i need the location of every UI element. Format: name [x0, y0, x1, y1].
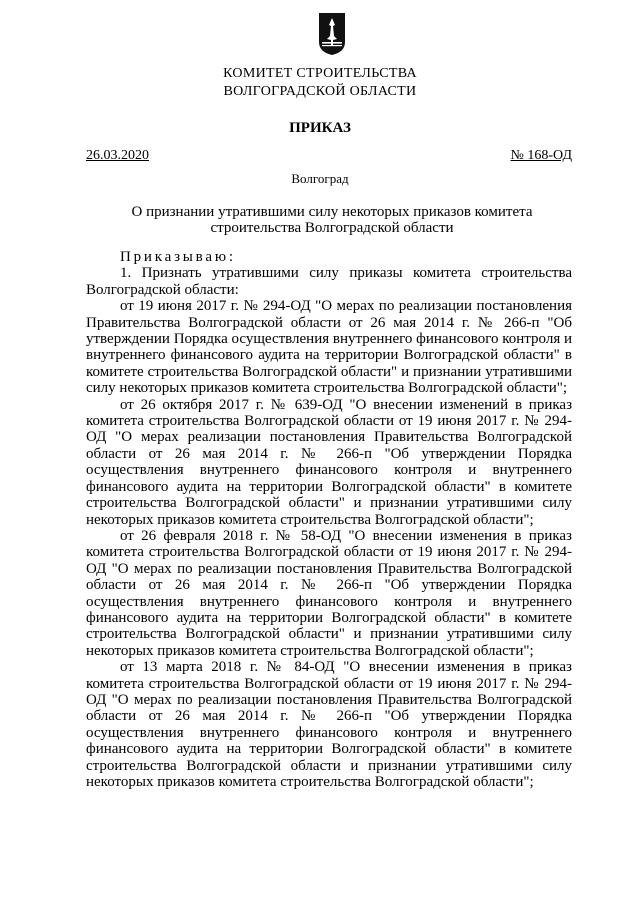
- body-paragraph-2: от 19 июня 2017 г. № 294-ОД "О мерах по реализации постановления Правительства Волгоградской области от 26 мая 2014 г. № 266-п "Об утверждении Порядка осуществления внутреннего финансового контроля и внутреннего финансового аудита на территории Волгоградской области" в комитете строительства Волгоградской области" и признании утратившими силу некоторых приказов комитета строительства Волгоградской области";: [86, 298, 573, 397]
- body-paragraph-3: от 26 октября 2017 г. № 639-ОД "О внесении изменений в приказ комитета строительства Волгоградской области от 19 июня 2017 г. № 294-ОД "О мерах реализации постановления Правительства Волгоградской области от 26 мая 2014 г. № 266-п "Об утверждении Порядка осуществления внутреннего финансового контроля и внутреннего финансового аудита на территории Волгоградской области" в комитете строительства Волгоградской области" и признании утратившими силу некоторых приказов комитета строительства Волгоградской области";: [86, 396, 572, 528]
- body-paragraph-5: от 13 марта 2018 г. № 84-ОД "О внесении изменения в приказ комитета строительства Волгоградской области от 19 июня 2017 г. № 294-ОД "О мерах по реализации постановления Правительства Волгоградской области от 26 мая 2014 г. № 266-п "Об утверждении Порядка осуществления внутреннего финансового контроля и внутреннего финансового аудита на территории Волгоградской области" в комитете строительства Волгоградской области и признании утратившими силу некоторых приказов комитета строительства Волгоградской области";: [86, 659, 572, 790]
- body-paragraph-4: от 26 февраля 2018 г. № 58-ОД "О внесении изменения в приказ комитета строительства Волгоградской области от 19 июня 2017 г. № 294-ОД "О мерах по реализации постановления Правительства Волгоградской области от 26 мая 2014 г. № 266-п "Об утверждении Порядка осуществления внутреннего финансового контроля и внутреннего финансового аудита на территории Волгоградской области" в комитете строительства Волгоградской области" и признании утратившими силу некоторых приказов комитета строительства Волгоградской области";: [86, 527, 572, 659]
- document-body: [86, 249, 572, 790]
- org-name-line1: КОМИТЕТ СТРОИТЕЛЬСТВА: [223, 66, 417, 81]
- document-subject: О признании утратившими силу некоторых приказов комитета строительства Волгоградской области: [131, 204, 533, 236]
- document-date: 26.03.2020: [86, 148, 149, 163]
- body-paragraph-1: 1. Признать утратившими силу приказы комитета строительства Волгоградской области:: [86, 265, 572, 298]
- order-lead: Приказываю:: [120, 249, 236, 265]
- document-type-title: ПРИКАЗ: [289, 120, 351, 136]
- org-name-line2: ВОЛГОГРАДСКОЙ ОБЛАСТИ: [223, 84, 417, 99]
- document-city: Волгоград: [291, 171, 349, 186]
- document-number: № 168-ОД: [510, 148, 572, 163]
- coat-of-arms-icon: [318, 12, 346, 56]
